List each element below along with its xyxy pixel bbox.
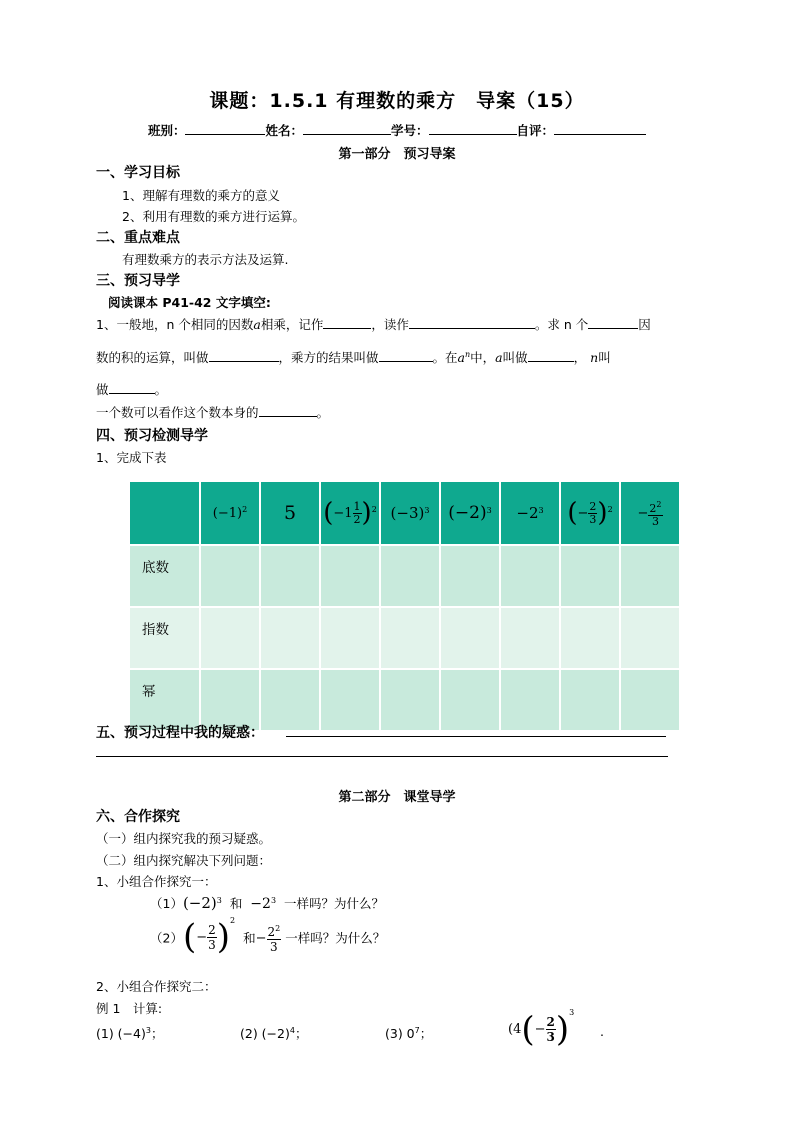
blank-result[interactable] bbox=[379, 349, 433, 362]
part2-heading: 第二部分 课堂导学 bbox=[338, 790, 456, 805]
class-field[interactable] bbox=[185, 122, 265, 135]
answer-cell[interactable] bbox=[260, 669, 320, 731]
page-title: 课题：1.5.1 有理数的乘方 导案（15） bbox=[209, 90, 585, 112]
s3-line2 bbox=[96, 348, 611, 366]
answer-cell[interactable] bbox=[320, 545, 380, 607]
s2-text: 有理数乘方的表示方法及运算. bbox=[122, 252, 289, 267]
e2-expr: (2) (−2) bbox=[240, 1026, 290, 1041]
e1-expr: (1) (−4) bbox=[96, 1026, 146, 1041]
header-cell bbox=[440, 481, 500, 545]
s3-l1b: 相乘，记作 bbox=[260, 317, 324, 332]
part1-heading: 第一部分 预习导案 bbox=[338, 147, 456, 162]
eval-field[interactable] bbox=[554, 122, 646, 135]
number-field[interactable] bbox=[429, 122, 517, 135]
e1-exp: 3 bbox=[145, 1026, 151, 1035]
blank-reading[interactable] bbox=[409, 316, 535, 329]
s3-sub: 阅读课本 P41-42 文字填空: bbox=[108, 295, 271, 310]
pow-base: a bbox=[457, 350, 465, 365]
c3-num: 1 bbox=[353, 499, 361, 513]
q2-exp: 2 bbox=[230, 916, 236, 925]
example-1-part-3 bbox=[385, 1024, 432, 1042]
q2-label: （2） bbox=[150, 930, 183, 946]
header-cell: (− $\frac{2}{3}$ )$^2$ bbox=[560, 481, 620, 545]
s3-l1d: 。求 n 个 bbox=[534, 317, 589, 332]
blank-a-name[interactable] bbox=[528, 349, 574, 362]
c3-den: 2 bbox=[353, 512, 361, 526]
row-label-exponent: 指数 bbox=[129, 607, 200, 669]
c7-exp: 2 bbox=[607, 505, 613, 514]
c4-base: (−3) bbox=[390, 504, 425, 522]
answer-cell[interactable] bbox=[560, 607, 620, 669]
doubt-line-1[interactable] bbox=[286, 736, 666, 737]
q2-frac-num-exp: 2 bbox=[275, 923, 281, 933]
s3-line3 bbox=[96, 380, 167, 398]
answer-cell[interactable] bbox=[260, 545, 320, 607]
s3-l4b: 。 bbox=[316, 405, 330, 420]
q2-sign: − bbox=[196, 930, 208, 945]
answer-cell[interactable] bbox=[380, 545, 440, 607]
c8-num-exp: 2 bbox=[656, 499, 662, 509]
s6-p2: （二）组内探究解决下列问题： bbox=[96, 853, 272, 868]
blank-notation[interactable] bbox=[323, 316, 371, 329]
e2-sep: ； bbox=[294, 1026, 308, 1041]
s6-p1: （一）组内探究我的预习疑惑。 bbox=[96, 831, 272, 846]
c3-whole: −1 bbox=[333, 506, 353, 521]
answer-cell[interactable] bbox=[440, 607, 500, 669]
q1-question: 一样吗？为什么？ bbox=[283, 896, 384, 911]
s3-l2e: 叫做 bbox=[502, 350, 528, 365]
s3-l1a: 1、一般地，n 个相同的因数 bbox=[96, 317, 254, 332]
c6-base: −2 bbox=[516, 504, 539, 522]
c4-exp: 3 bbox=[424, 506, 430, 515]
s3-l2d: 中， bbox=[470, 350, 496, 365]
eval-label: 自评： bbox=[516, 123, 555, 138]
q1-and: 和 bbox=[229, 896, 243, 911]
s6-group1: 1、小组合作探究一： bbox=[96, 874, 217, 889]
answer-cell[interactable] bbox=[500, 545, 560, 607]
table-corner bbox=[129, 481, 200, 545]
answer-cell[interactable] bbox=[500, 607, 560, 669]
blank-factors[interactable] bbox=[588, 316, 638, 329]
c8-den: 3 bbox=[651, 514, 659, 528]
s1-item-1: 1、理解有理数的乘方的意义 bbox=[122, 188, 280, 203]
e4-den: 3 bbox=[546, 1030, 555, 1044]
header-cell bbox=[620, 481, 680, 545]
row-label-base: 底数 bbox=[129, 545, 200, 607]
s3-l3a: 做 bbox=[96, 382, 109, 397]
answer-cell[interactable] bbox=[200, 607, 260, 669]
e4-exp: 3 bbox=[569, 1008, 575, 1017]
answer-cell[interactable] bbox=[380, 607, 440, 669]
example-1-end: . bbox=[600, 1024, 604, 1039]
answer-cell[interactable] bbox=[560, 545, 620, 607]
example-1-label: 例 1 计算: bbox=[96, 1001, 163, 1016]
class-label: 班别： bbox=[147, 123, 186, 138]
e3-sep: ； bbox=[419, 1026, 433, 1041]
table-row-exponent bbox=[129, 607, 680, 669]
answer-cell[interactable] bbox=[440, 669, 500, 731]
blank-power-one[interactable] bbox=[259, 404, 317, 417]
c3-exp: 2 bbox=[371, 505, 377, 514]
blank-operation[interactable] bbox=[209, 349, 279, 362]
row-label-power: 幂 bbox=[129, 669, 200, 731]
student-info-line bbox=[0, 121, 794, 139]
s6-heading: 六、合作探究 bbox=[96, 809, 180, 825]
example-1-part-1 bbox=[96, 1024, 163, 1042]
q2-question: 一样吗？为什么？ bbox=[285, 930, 386, 946]
q2-frac-sign: − bbox=[255, 930, 267, 946]
s3-l1e: 因 bbox=[638, 317, 651, 332]
header-cell bbox=[200, 481, 260, 545]
name-field[interactable] bbox=[303, 122, 391, 135]
pow-exp: n bbox=[465, 350, 471, 359]
s2-heading: 二、重点难点 bbox=[96, 230, 180, 246]
e3-expr: (3) 0 bbox=[385, 1026, 415, 1041]
c7-num: 2 bbox=[589, 499, 597, 513]
c7-sign: − bbox=[577, 506, 589, 521]
q2-frac-num: 2 bbox=[267, 924, 276, 939]
s3-l4a: 一个数可以看作这个数本身的 bbox=[96, 405, 259, 420]
s3-line4 bbox=[96, 403, 329, 421]
s3-line1 bbox=[96, 315, 651, 333]
table-row-base bbox=[129, 545, 680, 607]
e4-num: 2 bbox=[546, 1015, 555, 1029]
s3-l2b: ，乘方的结果叫做 bbox=[278, 350, 379, 365]
e3-exp: 7 bbox=[414, 1026, 420, 1035]
table-header-row bbox=[129, 481, 680, 545]
answer-cell[interactable] bbox=[380, 669, 440, 731]
s5-heading: 五、预习过程中我的疑惑： bbox=[96, 725, 264, 741]
example-1-part-4: (4(− $\frac{2}{3}$ )$^3$ bbox=[508, 1008, 575, 1050]
e2-exp: 4 bbox=[289, 1026, 295, 1035]
q2-den: 3 bbox=[208, 937, 216, 952]
var-a-2: a bbox=[495, 350, 503, 365]
answer-cell[interactable] bbox=[200, 545, 260, 607]
c5-base: (−2) bbox=[448, 503, 487, 523]
q1-expr-a-exp: 3 bbox=[216, 896, 222, 905]
s6-group2: 2、小组合作探究二： bbox=[96, 979, 217, 994]
number-label: 学号： bbox=[391, 123, 429, 138]
answer-cell[interactable] bbox=[500, 669, 560, 731]
s3-l1c: ，读作 bbox=[371, 317, 409, 332]
answer-cell[interactable] bbox=[620, 545, 680, 607]
s4-heading: 四、预习检测导学 bbox=[96, 428, 208, 444]
q1-expr-b-exp: 3 bbox=[270, 896, 277, 905]
header-cell bbox=[500, 481, 560, 545]
var-n: n bbox=[590, 350, 599, 365]
doubt-line-2[interactable] bbox=[96, 756, 668, 757]
header-cell bbox=[260, 481, 320, 545]
header-cell: (−1 $\frac{1}{2}$ )$^2$ bbox=[320, 481, 380, 545]
question-1 bbox=[150, 894, 384, 912]
e4-label: (4 bbox=[508, 1022, 522, 1037]
example-1-part-2 bbox=[240, 1024, 307, 1042]
answer-cell[interactable] bbox=[620, 669, 680, 731]
answer-cell[interactable] bbox=[620, 607, 680, 669]
answer-cell[interactable] bbox=[320, 669, 380, 731]
blank-n-name[interactable] bbox=[109, 381, 155, 394]
s4-sub: 1、完成下表 bbox=[96, 450, 167, 465]
s3-l2a: 数的积的运算，叫做 bbox=[96, 350, 209, 365]
answer-cell[interactable] bbox=[260, 607, 320, 669]
q2-num: 2 bbox=[208, 922, 216, 937]
c8-num: 2 bbox=[649, 501, 657, 515]
c1-exp: 2 bbox=[242, 505, 248, 514]
s3-l2f: ， bbox=[573, 350, 587, 365]
q2-frac-den: 3 bbox=[270, 939, 278, 954]
s1-heading: 一、学习目标 bbox=[96, 165, 180, 181]
c2-value: 5 bbox=[283, 502, 297, 524]
header-cell bbox=[380, 481, 440, 545]
c8-sign: − bbox=[637, 506, 649, 521]
power-table bbox=[128, 480, 681, 732]
c7-den: 3 bbox=[589, 512, 597, 526]
q1-label: （1） bbox=[150, 896, 183, 911]
s3-l3b: 。 bbox=[154, 382, 168, 397]
c5-exp: 3 bbox=[486, 506, 492, 515]
s3-l2c: 。在 bbox=[432, 350, 458, 365]
s3-heading: 三、预习导学 bbox=[96, 273, 180, 289]
answer-cell[interactable] bbox=[440, 545, 500, 607]
var-a: a bbox=[253, 317, 261, 332]
c1-base: (−1) bbox=[212, 506, 243, 521]
q1-expr-a: (−2) bbox=[182, 894, 217, 912]
e1-sep: ； bbox=[150, 1026, 164, 1041]
name-label: 姓名： bbox=[265, 123, 303, 138]
s3-l2g: 叫 bbox=[598, 350, 611, 365]
s1-item-2: 2、利用有理数的乘方进行运算。 bbox=[122, 209, 305, 224]
answer-cell[interactable] bbox=[560, 669, 620, 731]
question-2: （2）(− $\frac{2}{3}$ )$^2$ 和− $\frac{2^2}{3}$ 一样吗？为什么？ bbox=[150, 916, 386, 957]
q1-expr-b: −2 bbox=[250, 896, 271, 912]
c6-exp: 3 bbox=[538, 506, 544, 515]
q2-and: 和 bbox=[243, 930, 256, 946]
answer-cell[interactable] bbox=[320, 607, 380, 669]
